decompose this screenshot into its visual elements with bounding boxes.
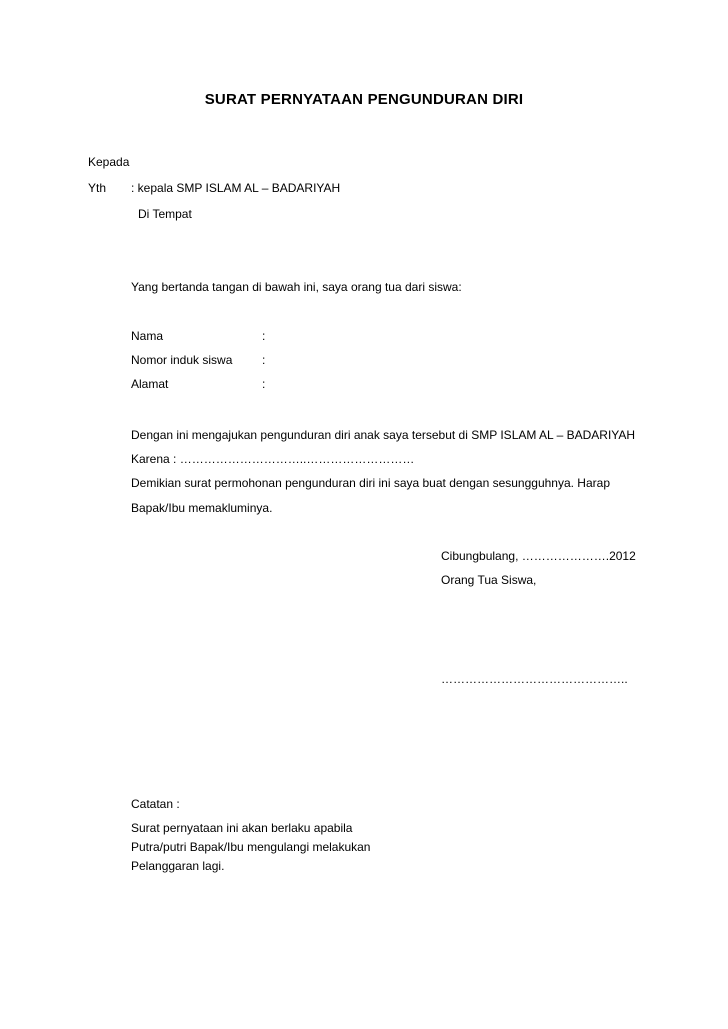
letter-title: SURAT PERNYATAAN PENGUNDURAN DIRI: [204, 91, 524, 108]
field-label-alamat: Alamat: [131, 377, 169, 391]
kepada-label: Kepada: [88, 155, 130, 169]
place-date: Cibungbulang, ………………….2012: [441, 549, 636, 563]
signer-label: Orang Tua Siswa,: [441, 573, 537, 587]
field-sep-alamat: :: [262, 377, 266, 391]
place-line: Di Tempat: [138, 207, 192, 221]
statement-text: Dengan ini mengajukan pengunduran diri anak saya tersebut di SMP ISLAM AL – BADARIYAH: [131, 428, 636, 442]
closing-text-2: Bapak/Ibu memakluminya.: [131, 501, 273, 515]
note-heading: Catatan :: [131, 797, 180, 811]
note-line: Pelanggaran lagi.: [131, 859, 225, 873]
signature-line: ………………………………………..: [441, 672, 628, 686]
yth-label: Yth: [88, 181, 107, 195]
intro-text: Yang bertanda tangan di bawah ini, saya orang tua dari siswa:: [131, 280, 462, 294]
field-label-nis: Nomor induk siswa: [131, 353, 233, 367]
field-sep-nama: :: [262, 329, 266, 343]
field-label-nama: Nama: [131, 329, 164, 343]
note-line: Putra/putri Bapak/Ibu mengulangi melakukan: [131, 840, 371, 854]
reason-text: Karena : …………………………..………………………: [131, 452, 415, 466]
recipient-line: : kepala SMP ISLAM AL – BADARIYAH: [131, 181, 341, 195]
note-line: Surat pernyataan ini akan berlaku apabila: [131, 821, 353, 835]
field-sep-nis: :: [262, 353, 266, 367]
closing-text-1: Demikian surat permohonan pengunduran diri ini saya buat dengan sesungguhnya. Harap: [131, 476, 610, 490]
